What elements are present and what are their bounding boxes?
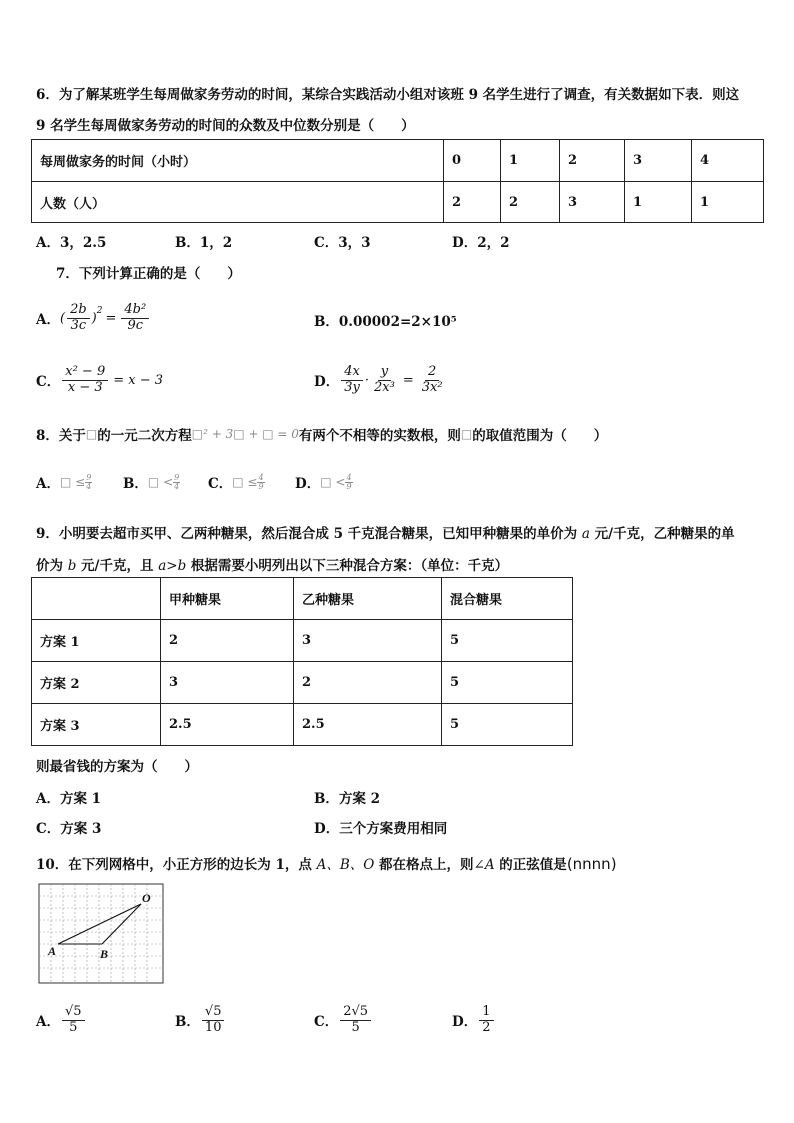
q6-option-c[interactable]: C．3，3	[314, 235, 371, 251]
option-label: D．	[314, 374, 340, 390]
exponent: 2	[96, 306, 103, 316]
text: 有两个不相等的实数根，则	[298, 428, 461, 444]
q10-option-d[interactable]	[452, 998, 496, 1042]
numerator: y	[378, 365, 391, 381]
q8-stem	[36, 424, 607, 444]
q9-cell: 方案 2	[32, 662, 161, 704]
q6-stem-line2: 9 名学生每周做家务劳动的时间的众数及中位数分别是（ ）	[36, 118, 415, 134]
variable: a	[581, 526, 590, 542]
text: 价为	[36, 558, 68, 574]
q9-table	[31, 577, 573, 746]
denominator: 10	[204, 1019, 222, 1035]
points: A、B、O	[316, 857, 375, 873]
q6-option-d[interactable]: D．2，2	[452, 235, 510, 251]
multiply-dot: ·	[364, 372, 369, 388]
q6-table-row	[32, 182, 764, 223]
denominator: 2	[482, 1019, 491, 1035]
q9-cell: 2	[294, 662, 442, 704]
numerator: 9	[86, 472, 92, 482]
equals: =	[402, 372, 414, 388]
option-label: A．	[36, 1014, 60, 1030]
variable: b	[67, 558, 77, 574]
option-label: B．	[123, 476, 148, 492]
denominator: x − 3	[67, 379, 103, 395]
denominator: 3y	[344, 379, 360, 395]
q6-cell: 每周做家务的时间（小时）	[32, 140, 444, 182]
q10-stem	[36, 853, 617, 873]
q10-option-b[interactable]	[175, 998, 226, 1042]
q7-stem: 7．下列计算正确的是（ ）	[56, 266, 241, 282]
option-label: C．	[314, 1014, 339, 1030]
q6-cell: 1	[501, 140, 560, 182]
q6-option-a[interactable]: A．3，2.5	[36, 235, 107, 251]
q9-table-row	[32, 662, 573, 704]
fraction	[371, 365, 398, 396]
q7-option-b[interactable]: B．0.00002=2×10⁵	[314, 314, 457, 330]
q7-option-a[interactable]	[36, 296, 151, 340]
numerator: 4	[346, 472, 352, 482]
q9-header: 甲种糖果	[161, 578, 294, 620]
q10-grid-figure	[38, 883, 164, 984]
q8-option-a[interactable]	[36, 472, 92, 492]
fraction	[341, 365, 363, 396]
numerator: 4b²	[121, 303, 149, 319]
option-label: A．	[36, 312, 60, 328]
q8-option-b[interactable]	[123, 472, 180, 492]
q6-cell: 1	[692, 182, 764, 223]
q6-cell: 4	[692, 140, 764, 182]
q6-cell: 1	[625, 182, 692, 223]
text: 根据需要小明列出以下三种混合方案：（单位：千克）	[186, 558, 509, 574]
text: 的一元二次方程	[97, 428, 192, 444]
option-label: B．	[175, 1014, 200, 1030]
numerator: 2√5	[340, 1005, 371, 1021]
fraction	[345, 474, 352, 491]
text: 9．小明要去超市买甲、乙两种糖果，然后混合成 5 千克混合糖果，已知甲种糖果的单价为	[36, 526, 582, 542]
numerator: √5	[62, 1005, 85, 1021]
numerator: 1	[479, 1005, 493, 1021]
fraction	[173, 474, 180, 491]
q6-stem-line1: 6．为了解某班学生每周做家务劳动的时间，某综合实践活动小组对该班 9 名学生进行了调查，有关数据如下表．则这	[36, 87, 740, 103]
option-label: D．	[295, 476, 321, 492]
paren: (	[59, 310, 66, 326]
text: 8．关于	[36, 428, 86, 444]
denominator: 5	[351, 1019, 360, 1035]
denominator: 4	[86, 481, 92, 491]
q8-option-c[interactable]	[208, 472, 265, 492]
placeholder-box: □	[460, 427, 473, 441]
q6-cell: 3	[560, 182, 625, 223]
denominator: 3x²	[421, 379, 443, 395]
text: 的取值范围为（ ）	[472, 428, 608, 444]
q6-cell: 3	[625, 140, 692, 182]
q9-option-a[interactable]: A．方案 1	[36, 791, 102, 807]
q6-cell: 2	[560, 140, 625, 182]
q9-cell: 2	[161, 620, 294, 662]
q9-cell: 5	[442, 704, 573, 746]
q9-cell: 5	[442, 620, 573, 662]
placeholder-box: □	[85, 427, 98, 441]
q6-cell: 0	[444, 140, 501, 182]
fraction	[121, 303, 149, 334]
q9-option-d[interactable]: D．三个方案费用相同	[314, 821, 448, 837]
q6-cell: 人数（人）	[32, 182, 444, 223]
inequality: □ <	[320, 475, 346, 489]
text: 元/千克，乙种糖果的单	[589, 526, 735, 542]
fraction	[85, 474, 92, 491]
q7-option-c[interactable]	[36, 358, 163, 402]
inequality: □ <	[147, 475, 174, 489]
q9-option-b[interactable]: B．方案 2	[314, 791, 381, 807]
fraction	[202, 1005, 225, 1036]
fraction	[340, 1005, 371, 1036]
option-label: C．	[208, 476, 233, 492]
q9-header: 乙种糖果	[294, 578, 442, 620]
q9-cell: 方案 3	[32, 704, 161, 746]
q10-option-a[interactable]	[36, 998, 87, 1042]
q9-stem-line1	[36, 522, 735, 542]
equals: =	[105, 310, 117, 326]
option-label: A．	[36, 476, 60, 492]
denominator: 5	[69, 1019, 78, 1035]
text: 10．在下列网格中，小正方形的边长为 1，点	[36, 857, 317, 873]
q9-header: 混合糖果	[442, 578, 573, 620]
numerator: 2	[425, 365, 439, 381]
option-label: D．	[452, 1014, 478, 1030]
text: 元/千克，且	[76, 558, 159, 574]
inequality: □ ≤	[232, 475, 258, 489]
q9-table-row	[32, 620, 573, 662]
q6-table	[31, 139, 764, 223]
equation: □² + 3□ + □ = 0	[191, 427, 299, 441]
q9-option-c[interactable]: C．方案 3	[36, 821, 102, 837]
q9-stem-line2	[36, 554, 508, 574]
segment-AO	[58, 904, 141, 944]
fraction	[479, 1005, 493, 1036]
q9-table-row	[32, 704, 573, 746]
q10-option-c[interactable]	[314, 998, 373, 1042]
q9-question: 则最省钱的方案为（ ）	[36, 759, 198, 775]
q6-cell: 2	[501, 182, 560, 223]
label-B: B	[100, 947, 109, 961]
text: 的正弦值是	[494, 857, 567, 873]
q9-cell: 3	[294, 620, 442, 662]
fraction	[419, 365, 446, 396]
denominator: 9	[346, 481, 352, 491]
answer-paren: (nnnn)	[566, 855, 617, 873]
q9-cell: 3	[161, 662, 294, 704]
text: 都在格点上，则	[374, 857, 474, 873]
q7-option-d[interactable]	[314, 358, 448, 402]
inequality: □ ≤	[59, 475, 86, 489]
expression: = x − 3	[113, 372, 164, 388]
denominator: 3c	[70, 317, 87, 333]
denominator: 4	[174, 481, 180, 491]
denominator: 2x³	[373, 379, 395, 395]
q9-cell: 5	[442, 662, 573, 704]
q9-table-row	[32, 578, 573, 620]
fraction	[62, 365, 108, 396]
numerator: 4	[258, 472, 264, 482]
numerator: x² − 9	[62, 365, 108, 381]
q9-cell: 2.5	[161, 704, 294, 746]
fraction	[62, 1005, 85, 1036]
triangle	[58, 904, 141, 944]
angle: ∠A	[473, 857, 495, 873]
q6-table-row	[32, 140, 764, 182]
q6-cell: 2	[444, 182, 501, 223]
q6-option-b[interactable]: B．1，2	[175, 235, 233, 251]
numerator: 2b	[67, 303, 90, 319]
condition: a>b	[158, 558, 187, 574]
q9-cell: 方案 1	[32, 620, 161, 662]
fraction	[67, 303, 90, 334]
numerator: √5	[202, 1005, 225, 1021]
label-O: O	[142, 891, 151, 905]
q8-option-d[interactable]	[295, 472, 353, 492]
option-label: C．	[36, 374, 61, 390]
q9-header	[32, 578, 161, 620]
numerator: 9	[174, 472, 180, 482]
numerator: 4x	[341, 365, 363, 381]
q9-cell: 2.5	[294, 704, 442, 746]
fraction	[257, 474, 264, 491]
denominator: 9c	[127, 317, 144, 333]
label-A: A	[48, 944, 57, 958]
paren: )	[91, 310, 97, 326]
denominator: 9	[258, 481, 264, 491]
